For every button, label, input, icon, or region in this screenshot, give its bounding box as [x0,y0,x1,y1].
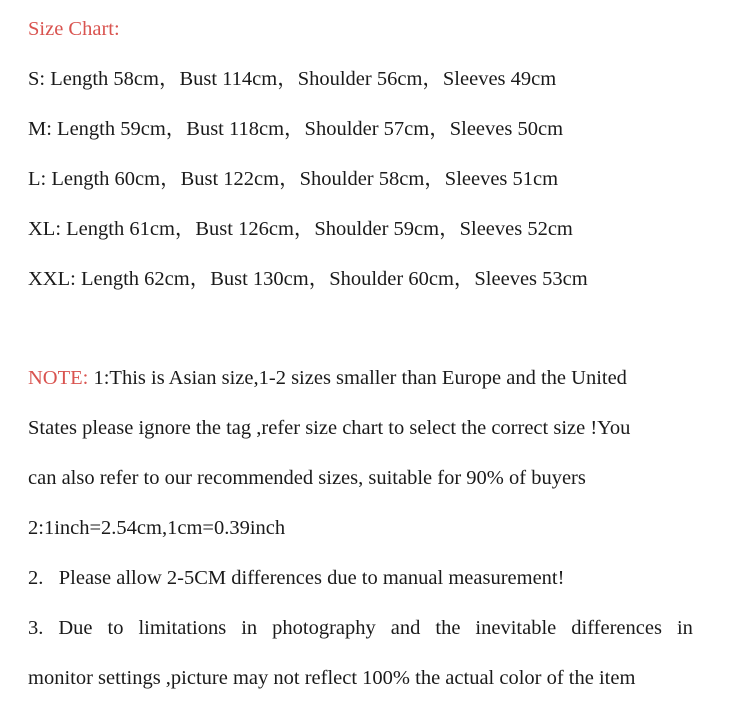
note-line-3: can also refer to our recommended sizes, suitable for 90% of buyers [28,467,586,489]
note-line-6 [28,618,693,639]
size-chart-title: Size Chart: [28,18,120,40]
note-word: limitations [138,617,227,639]
note-word: and [390,617,421,639]
note-word: the [435,617,461,639]
size-row-l: L: Length 60cm，Bust 122cm，Shoulder 58cm，Sleeves 51cm [28,168,559,190]
note-word: 3. [28,617,44,639]
size-row-xxl: XXL: Length 62cm，Bust 130cm，Shoulder 60cm，Sleeves 53cm [28,268,588,290]
note-word: inevitable [475,617,557,639]
size-row-s: S: Length 58cm，Bust 114cm，Shoulder 56cm，Sleeves 49cm [28,68,557,90]
note-word: in [676,617,693,639]
size-row-xl: XL: Length 61cm，Bust 126cm，Shoulder 59cm，Sleeves 52cm [28,218,573,240]
note-word: in [241,617,258,639]
note-word: to [107,617,124,639]
note-line-5: 2. Please allow 2-5CM differences due to manual measurement! [28,567,565,589]
note-line-2: States please ignore the tag ,refer size chart to select the correct size !You [28,417,631,439]
note-line-1-text: 1:This is Asian size,1-2 sizes smaller than Europe and the United [88,367,627,389]
note-line-7: monitor settings ,picture may not reflect 100% the actual color of the item [28,667,636,689]
size-row-m: M: Length 59cm，Bust 118cm，Shoulder 57cm，Sleeves 50cm [28,118,564,140]
note-word: Due [58,617,93,639]
note-line-1 [28,368,627,389]
note-line-4: 2:1inch=2.54cm,1cm=0.39inch [28,517,286,539]
note-word: differences [571,617,662,639]
note-label: NOTE: [28,367,89,389]
note-word: photography [272,617,376,639]
